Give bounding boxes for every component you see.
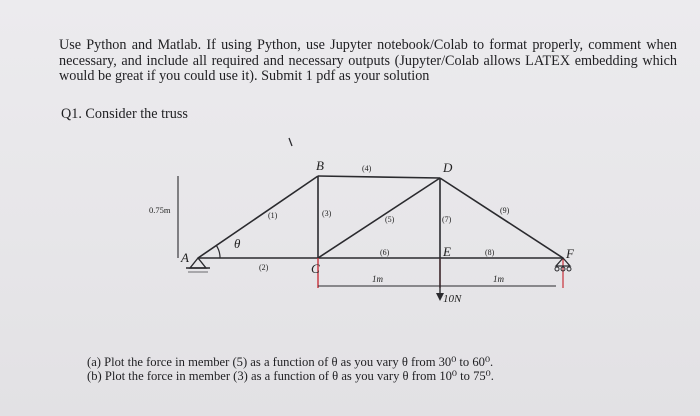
part-a-text: (a) Plot the force in member (5) as a function of θ as you vary θ from 30⁰ to 60⁰. bbox=[87, 355, 494, 369]
member-label-5: (5) bbox=[385, 215, 395, 224]
member-label-7: (7) bbox=[442, 215, 452, 224]
member-label-1: (1) bbox=[268, 211, 278, 220]
member-4 bbox=[318, 176, 440, 178]
node-label-c: C bbox=[311, 261, 320, 276]
member-9 bbox=[440, 178, 563, 258]
load-label: 10N bbox=[443, 293, 462, 305]
member-label-2: (2) bbox=[259, 263, 269, 272]
span-label-left: 1m bbox=[372, 274, 383, 284]
member-5 bbox=[318, 178, 440, 258]
question-parts bbox=[87, 355, 494, 383]
member-label-9: (9) bbox=[500, 206, 510, 215]
assignment-instructions: Use Python and Matlab. If using Python, use Jupyter notebook/Colab to format properly, comment when necessary, and include all required and necessary outputs (Jupyter/Colab allows LATEX embedding which would be great if you could use it). Submit 1 pdf as your solution bbox=[59, 37, 677, 85]
node-label-a: A bbox=[181, 250, 189, 265]
pin-support-icon bbox=[186, 258, 210, 272]
part-b-text: (b) Plot the force in member (3) as a function of θ as you vary θ from 10⁰ to 75⁰. bbox=[87, 369, 494, 383]
span-label-right: 1m bbox=[493, 274, 504, 284]
node-label-d: D bbox=[443, 160, 453, 175]
node-label-f: F bbox=[566, 246, 574, 261]
node-label-b: B bbox=[316, 158, 324, 173]
angle-arc bbox=[216, 245, 220, 258]
member-label-3: (3) bbox=[322, 209, 332, 218]
pen-mark bbox=[289, 138, 292, 146]
member-label-4: (4) bbox=[362, 164, 372, 173]
truss-members bbox=[198, 176, 563, 258]
node-label-e: E bbox=[443, 244, 451, 259]
member-label-6: (6) bbox=[380, 248, 390, 257]
angle-label: θ bbox=[234, 236, 241, 251]
question-heading: Q1. Consider the truss bbox=[61, 106, 188, 122]
member-label-8: (8) bbox=[485, 248, 495, 257]
height-label: 0.75m bbox=[149, 205, 171, 215]
